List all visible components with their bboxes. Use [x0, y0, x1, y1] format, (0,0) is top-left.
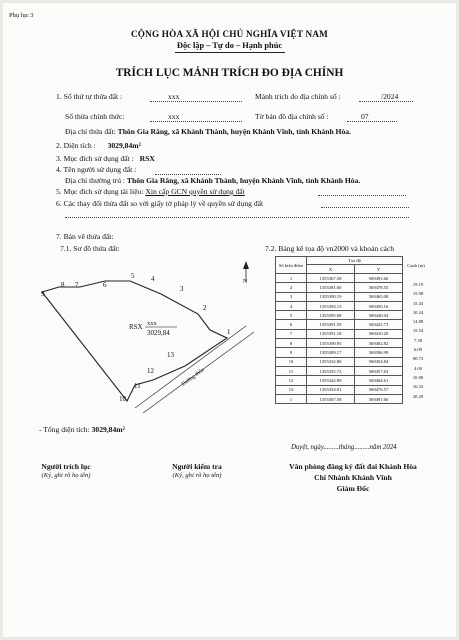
field-area-value: 3029,84m² — [107, 141, 141, 150]
approval-date: Duyệt, ngày.........tháng.........năm 2024 — [291, 444, 397, 451]
edge-length: 10.00 — [412, 374, 424, 380]
field-purpose-value: Xin cấp GCN quyền sử dụng đất — [145, 187, 245, 196]
table-cell-y: 569396.99 — [355, 348, 403, 357]
vertex-label-5: 5 — [131, 272, 135, 280]
field-residence-value: Thôn Gia Răng, xã Khánh Thành, huyện Khánh Vĩnh, tỉnh Khánh Hòa. — [126, 176, 361, 185]
table-cell-p: 13 — [276, 385, 307, 394]
table-cell-y: 569454.84 — [355, 357, 403, 366]
table-cell-x: 1355367.58 — [307, 274, 355, 283]
field-parcel-order-label: 1. Số thứ tự thửa đất : — [56, 92, 123, 101]
field-map-sheet-value-box — [347, 112, 397, 122]
table-cell-x: 1355389.17 — [307, 348, 355, 357]
edge-length: 15.54 — [412, 328, 424, 334]
vertex-label-10: 10 — [119, 395, 126, 403]
table-cell-x: 1355332.86 — [307, 357, 355, 366]
table-cell-p: 1 — [276, 394, 307, 403]
vertex-label-4: 4 — [151, 275, 155, 283]
table-cell-x: 1355354.01 — [307, 385, 355, 394]
table-cell-y: 569410.20 — [355, 329, 403, 338]
north-label: N — [243, 279, 248, 285]
table-cell-x: 1355394.13 — [307, 301, 355, 310]
field-map-sheet-label: Tờ bản đồ địa chính số : — [255, 112, 329, 121]
total-area — [39, 425, 125, 434]
header-coord: Tọa độ — [307, 257, 403, 265]
table-cell-p: 10 — [276, 357, 307, 366]
total-area-value: 3029,84m² — [91, 425, 125, 434]
field-residence — [65, 176, 360, 185]
table-cell-x: 1355395.68 — [307, 311, 355, 320]
table-cell-y: 569440.04 — [355, 311, 403, 320]
field-owner-value — [155, 165, 221, 175]
section-drawing-label: 7. Bản vẽ thửa đất: — [56, 232, 114, 241]
length-column — [405, 280, 431, 401]
field-extract-sheet-value-box — [359, 92, 413, 102]
vertex-label-1: 1 — [227, 328, 231, 336]
table-cell-p: 9 — [276, 348, 307, 357]
field-parcel-order-value-box — [150, 92, 242, 102]
field-changes-dots — [321, 199, 409, 208]
field-address-label: Địa chỉ thửa đất: — [65, 127, 116, 136]
plot-area-value: 3029,84 — [147, 329, 170, 337]
checker-note: (Ký, ghi rõ họ tên) — [172, 472, 222, 479]
header-point: Số hiệu điểm — [276, 257, 307, 274]
plot-code: RSX — [129, 323, 143, 331]
table-cell-y: 569478.55 — [355, 283, 403, 292]
field-official-parcel-label: Số thửa chính thức: — [65, 112, 125, 121]
table-cell-p: 11 — [276, 366, 307, 375]
vertex-label-8: 8 — [61, 281, 65, 289]
office-director: Giám Đốc — [336, 484, 370, 493]
checker-title: Người kiểm tra — [172, 462, 222, 471]
field-area — [56, 141, 141, 150]
field-land-use-label: 3. Mục đích sử dụng đất : — [56, 154, 134, 163]
table-cell-x: 1355367.58 — [307, 394, 355, 403]
national-motto: Độc lập – Tự do – Hạnh phúc — [176, 41, 283, 50]
vertex-label-7: 7 — [75, 281, 79, 289]
field-owner-label: 4. Tên người sử dụng đất : — [56, 165, 137, 174]
field-map-sheet-value: 07 — [361, 112, 369, 121]
table-cell-y: 569402.82 — [355, 339, 403, 348]
table-cell-x: 1355390.19 — [307, 292, 355, 301]
table-cell-p: 1 — [276, 274, 307, 283]
field-purpose — [56, 187, 245, 196]
edge-length: 7.38 — [413, 337, 423, 343]
table-cell-p: 3 — [276, 292, 307, 301]
vertex-label-12: 12 — [147, 367, 154, 375]
edge-length: 4.00 — [413, 365, 423, 371]
extractor-note: (Ký, ghi rõ họ tên) — [41, 472, 91, 479]
road-label: Đường thôn — [180, 367, 206, 388]
table-cell-y: 569464.61 — [355, 376, 403, 385]
office-branch: Chi Nhánh Khánh Vĩnh — [314, 473, 392, 482]
edge-length: 15.98 — [412, 291, 424, 297]
appendix-label: Phụ lục 3 — [9, 12, 34, 19]
plot-number: xxx — [147, 320, 157, 327]
vertex-label-3: 3 — [180, 285, 184, 293]
table-cell-p: 4 — [276, 301, 307, 310]
field-extract-sheet-value: /2024 — [381, 92, 399, 101]
field-extract-sheet-label: Mảnh trích đo địa chính số : — [255, 92, 341, 101]
table-cell-x: 1355335.72 — [307, 366, 355, 375]
edge-length: 6.09 — [413, 347, 423, 353]
field-address-value: Thôn Gia Răng, xã Khánh Thành, huyện Khánh Vĩnh, tỉnh Khánh Hòa. — [117, 127, 351, 136]
plot-code-text — [129, 323, 143, 331]
field-parcel-order-value: xxx — [168, 92, 180, 101]
field-purpose-dots — [318, 187, 406, 196]
header-y: Y — [355, 265, 403, 274]
table-cell-x: 1355391.59 — [307, 320, 355, 329]
field-changes-label: 6. Các thay đổi thửa đất so với giấy tờ pháp lý về quyền sử dụng đất — [56, 199, 264, 208]
vertex-label-2: 2 — [203, 304, 207, 312]
office-name: Văn phòng đăng ký đất đai Khánh Hòa — [289, 462, 417, 471]
edge-length: 19.19 — [412, 282, 424, 287]
edge-length: 80.73 — [412, 356, 424, 362]
section-sketch-label: 7.1. Sơ đồ thửa đất: — [60, 244, 120, 253]
table-cell-p: 2 — [276, 283, 307, 292]
table-cell-p: 8 — [276, 339, 307, 348]
field-area-label: 2. Diện tích : — [56, 141, 96, 150]
field-changes-dots-2 — [65, 211, 409, 218]
edge-length: 15.43 — [412, 300, 424, 306]
vertex-label-11: 11 — [134, 382, 141, 390]
field-official-parcel-value: xxx — [168, 112, 180, 121]
table-cell-p: 12 — [276, 376, 307, 385]
field-land-use — [56, 154, 155, 163]
edge-length: 14.88 — [412, 319, 424, 325]
table-cell-p: 7 — [276, 329, 307, 338]
table-cell-y: 569491.66 — [355, 274, 403, 283]
national-title: CỘNG HÒA XÃ HỘI CHỦ NGHĨA VIỆT NAM — [130, 29, 329, 39]
field-land-use-value: RSX — [139, 154, 155, 163]
header-length: Cạnh (m) — [407, 262, 425, 268]
field-official-parcel-value-box — [150, 112, 242, 122]
header-x: X — [307, 265, 355, 274]
table-cell-x: 1355391.18 — [307, 329, 355, 338]
motto-underline — [175, 52, 285, 53]
field-residence-label: Địa chỉ thường trú : — [65, 176, 126, 185]
edge-length: 10.24 — [412, 309, 424, 315]
table-cell-y: 569450.16 — [355, 301, 403, 310]
table-cell-y: 569465.08 — [355, 292, 403, 301]
section-coords-label: 7.2. Bảng kê tọa độ vn2000 và khoản cách — [265, 244, 395, 253]
edge-length: 16.33 — [412, 384, 424, 390]
document-title: TRÍCH LỤC MẢNH TRÍCH ĐO ĐỊA CHÍNH — [115, 67, 344, 79]
document-page — [3, 3, 456, 637]
table-cell-x: 1355381.60 — [307, 283, 355, 292]
table-cell-x: 1355390.95 — [307, 339, 355, 348]
edge-length: 20.29 — [412, 393, 424, 399]
vertex-label-9: 9 — [41, 290, 45, 298]
field-purpose-label: 5. Mục đích sử dụng tài liệu: — [56, 187, 144, 196]
vertex-label-13: 13 — [167, 351, 174, 359]
total-area-label: - Tổng diện tích: — [39, 425, 90, 434]
table-cell-x: 1355342.89 — [307, 376, 355, 385]
table-cell-y: 569457.63 — [355, 366, 403, 375]
table-cell-p: 6 — [276, 320, 307, 329]
vertex-label-6: 6 — [103, 281, 107, 289]
table-cell-y: 569476.57 — [355, 385, 403, 394]
table-cell-y: 569425.73 — [355, 320, 403, 329]
parcel-sketch — [31, 258, 256, 413]
table-cell-p: 5 — [276, 311, 307, 320]
extractor-title: Người trích lục — [41, 462, 91, 471]
field-address — [65, 127, 351, 136]
table-cell-y: 569491.66 — [355, 394, 403, 403]
